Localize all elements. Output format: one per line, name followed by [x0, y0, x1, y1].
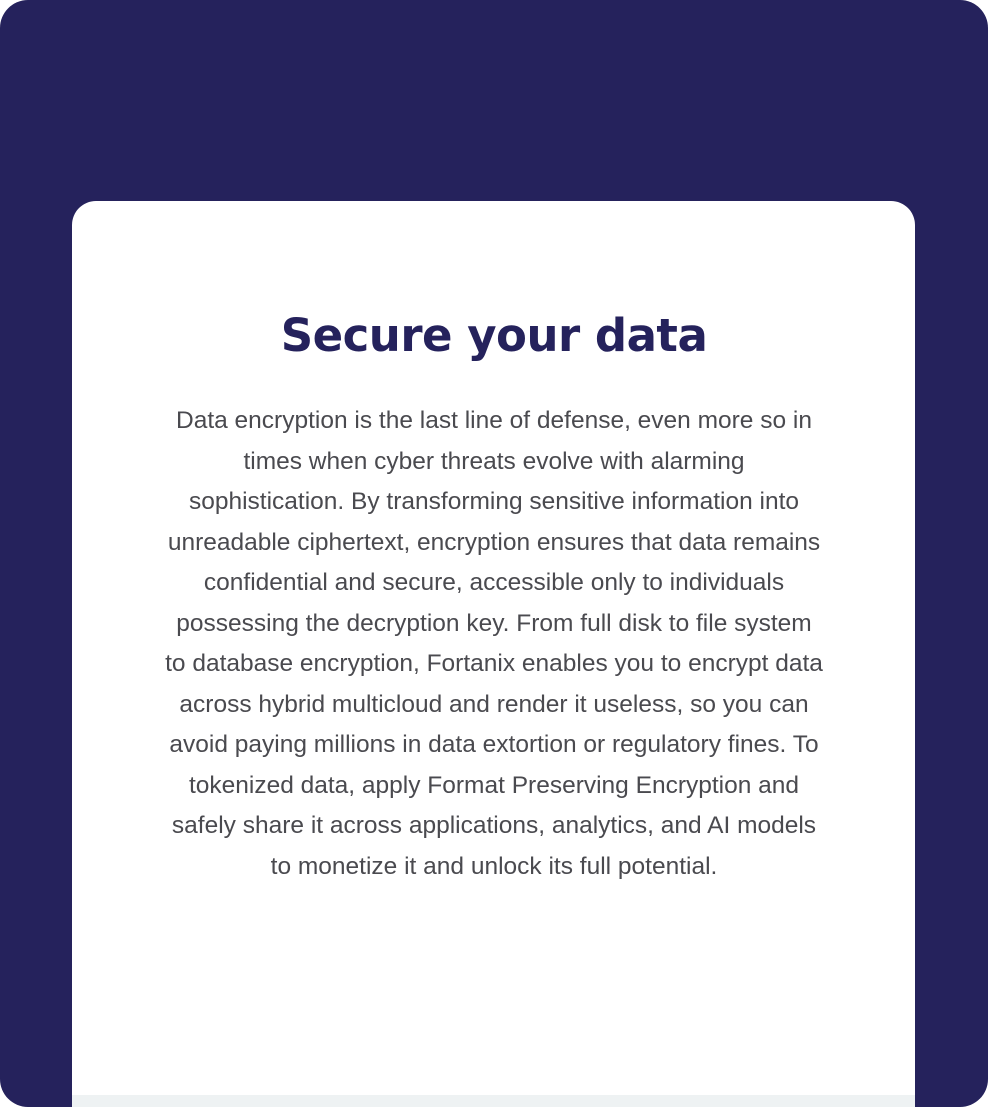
- next-section-strip: [72, 1095, 915, 1107]
- section-title: Secure your data: [280, 309, 708, 362]
- section-description: Data encryption is the last line of defense, even more so in times when cyber threats evolve with alarming sophistication. By transforming sensitive information into unreadable ciphertext, encryption ensures that data remains confidential and secure, accessible only to individuals possessing the decryption key. From full disk to file system to database encryption, Fortanix enables you to encrypt data across hybrid multicloud and render it useless, so you can avoid paying millions in data extortion or regulatory fines. To tokenized data, apply Format Preserving Encryption and safely share it across applications, analytics, and AI models to monetize it and unlock its full potential.: [165, 407, 823, 880]
